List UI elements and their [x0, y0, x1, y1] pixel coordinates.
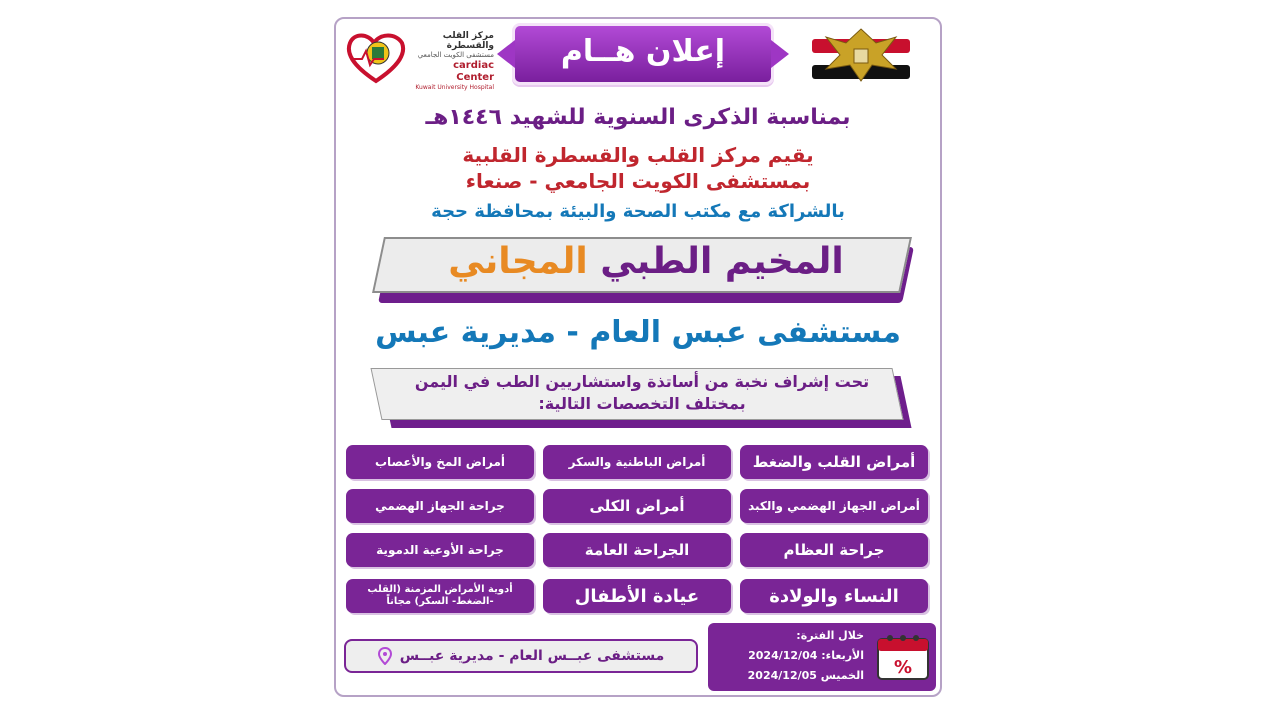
- logo-name-en: cardiac Center: [453, 60, 494, 83]
- venue-title: مستشفى عبس العام - مديرية عبس: [375, 315, 901, 350]
- camp-title-main: المخيم الطبي: [600, 241, 844, 282]
- specialty-item: جراحة العظام: [740, 533, 928, 567]
- supervision-banner: [376, 366, 908, 428]
- heart-logo-icon: [344, 29, 408, 85]
- camp-title-banner: [376, 233, 916, 305]
- location-box: [344, 639, 698, 673]
- specialty-item: أدوية الأمراض المزمنة (القلب -الضغط- السكر) مجاناً: [346, 579, 534, 613]
- announcement-banner: إعلان هــام: [512, 23, 774, 85]
- specialty-item: أمراض الجهاز الهضمي والكبد: [740, 489, 928, 523]
- svg-text:%: %: [893, 657, 913, 678]
- date-day-1: الأربعاء: 2024/12/04: [748, 649, 864, 662]
- date-day-2: الخميس 2024/12/05: [747, 669, 864, 682]
- hospital-line: بمستشفى الكويت الجامعي - صنعاء: [465, 169, 811, 193]
- specialty-item: عيادة الأطفال: [543, 579, 731, 613]
- logo-subname-en: Kuwait University Hospital: [415, 84, 494, 91]
- specialty-item: النساء والولادة: [740, 579, 928, 613]
- period-label: خلال الفترة:: [796, 629, 864, 642]
- camp-title-accent: المجاني: [448, 241, 588, 282]
- calendar-percent-icon: [876, 633, 930, 681]
- specialty-item: أمراض الباطنية والسكر: [543, 445, 731, 479]
- logo-subname-ar: مستشفى الكويت الجامعي: [417, 51, 494, 59]
- date-box: [708, 623, 936, 691]
- specialty-item: جراحة الأوعية الدموية: [346, 533, 534, 567]
- specialty-item: أمراض القلب والضغط: [740, 445, 928, 479]
- occasion-line: بمناسبة الذكرى السنوية للشهيد ١٤٤٦هـ: [425, 105, 851, 130]
- specialty-item: جراحة الجهاز الهضمي: [346, 489, 534, 523]
- organizer-line: يقيم مركز القلب والقسطرة القلبية: [462, 143, 814, 167]
- supervision-line-2: بمختلف التخصصات التالية:: [538, 394, 746, 413]
- logo-name-ar: مركز القلب والقسطرة: [442, 31, 494, 51]
- yemen-eagle-emblem-icon: [806, 25, 916, 83]
- location-text: مستشفى عبــس العام - مديرية عبــس: [399, 648, 665, 664]
- specialty-item: أمراض الكلى: [543, 489, 731, 523]
- announcement-poster: [334, 17, 942, 697]
- supervision-line-1: تحت إشراف نخبة من أساتذة واستشاريين الطب في اليمن: [414, 372, 870, 391]
- partner-line: بالشراكة مع مكتب الصحة والبيئة بمحافظة حجة: [431, 201, 845, 222]
- specialty-item: أمراض المخ والأعصاب: [346, 445, 534, 479]
- specialty-item: الجراحة العامة: [543, 533, 731, 567]
- location-pin-icon: [378, 647, 392, 665]
- cardiac-center-logo: [344, 25, 494, 91]
